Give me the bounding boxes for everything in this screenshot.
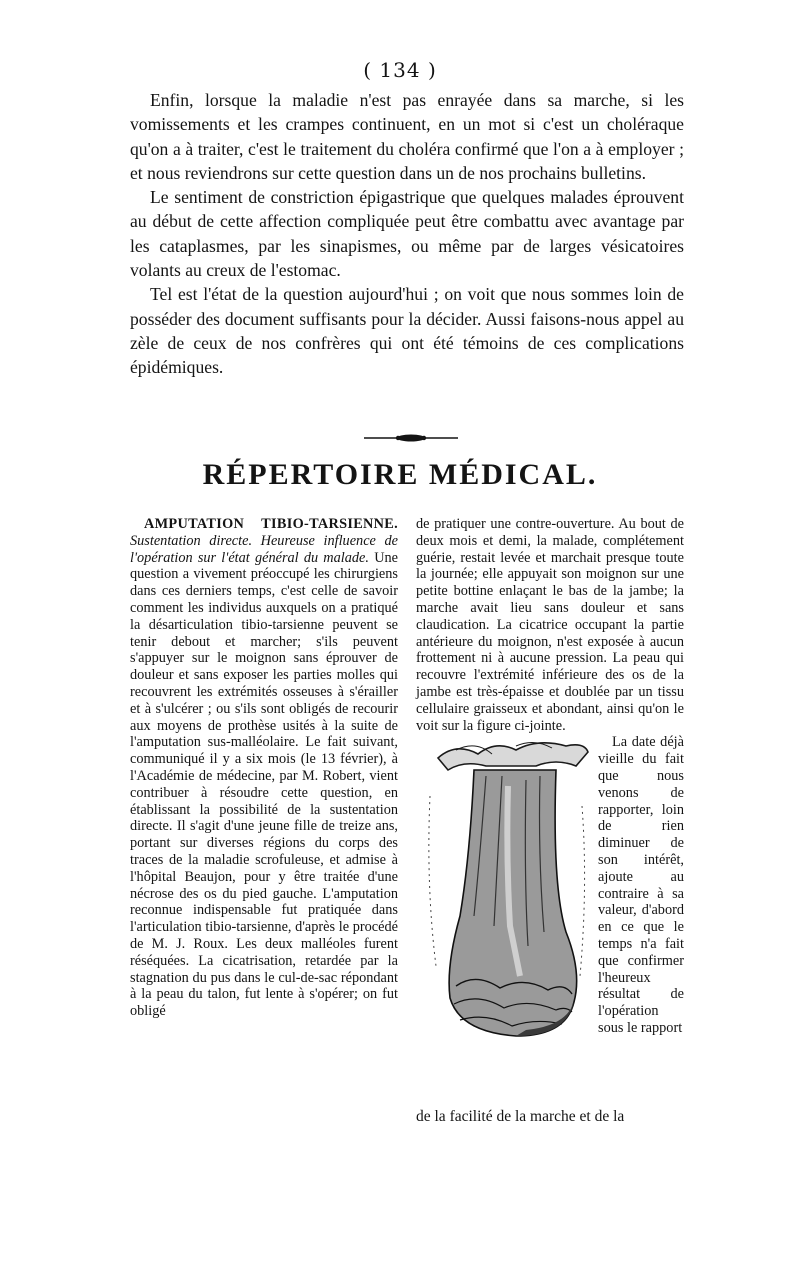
ornament-divider <box>364 433 458 443</box>
amputation-stump-figure <box>416 736 594 1044</box>
intro-paragraph: Le sentiment de constriction épigastrique que quelques malades éprouvent au début de cette affection compliquée peut être combattu avec avantage par les cataplasmes, par les sinapismes, ou même par de larges vésicatoires volants au creux de l'estomac. <box>130 187 684 281</box>
section-heading: RÉPERTOIRE MÉDICAL. <box>202 458 598 491</box>
article-body-right: La date déjà vieille du fait que nous venons de rapporter, loin de rien diminuer de son intérêt, ajoute au contraire à sa valeur, d'abord en ce que le temps n'a fait que confirmer l'heureux résultat de l'opération sous le rapport <box>598 734 684 1036</box>
intro-text <box>130 88 684 380</box>
article-right-column <box>416 516 684 1044</box>
article-subtitle: Sustentation directe. Heureuse influence de l'opération sur l'état général du malade. <box>130 532 398 566</box>
article-left-column <box>130 516 398 1020</box>
article-paragraph <box>130 516 398 1020</box>
article-last-line: de la facilité de la marche et de la <box>416 1108 625 1125</box>
page-number: ( 134 ) <box>363 58 437 82</box>
article-body-right: de pratiquer une contre-ouverture. Au bout de deux mois et demi, la malade, complétement guérie, restait levée et marchait presque toute la journée; elle appuyait son moignon sur une petite bottine enlaçant le bas de la jambe; la marche avait lieu sans douleur et sans claudication. La cicatrice occupant la partie antérieure du moignon, n'est exposée à aucun frottement ni à aucune pression. La peau qui recouvre l'extrémité inférieure des os de la jambe est très-épaisse et doublée par un tissu cellulaire graisseux et abondant, ainsi qu'on le voit sur la figure ci-jointe. <box>416 516 684 734</box>
amputation-stump-engraving-icon <box>416 736 594 1044</box>
intro-paragraph: Enfin, lorsque la maladie n'est pas enrayée dans sa marche, si les vomissements et les crampes continuent, en un mot si c'est un choléraque qu'on a à traiter, c'est le traitement du choléra confirmé que l'on a à employer ; et nous reviendrons sur cette question dans un de nos prochains bulletins. <box>130 90 684 183</box>
article-body-left: Une question a vivement préoccupé les chirurgiens dans ces derniers temps, c'est celle de savoir comment les individus auxquels on a pratiqué la désarticulation tibio-tarsienne peuvent se tenir debout et marcher; s'ils peuvent s'appuyer sur le moignon sans éprouver de douleur et sans exposer les parties molles qui recouvrent les extrémités osseuses à s'érailler et à s'ulcérer ; ou s'ils sont obligés de recourir aux moyens de prothèse usités à la suite de l'amputation sus-malléolaire. Le fait suivant, communiqué il y a six mois (le 13 février), à l'Académie de médecine, par M. Robert, vient contribuer à résoudre cette question, en établissant la possibilité de la sustentation directe. Il s'agit d'une jeune fille de treize ans, portant sur diverses régions du corps des traces de la maladie scrofuleuse, et admise à l'hôpital Beaujon, pour y être traitée d'une nécrose des os du pied gauche. L'amputation reconnue indispensable fut pratiquée dans l'articulation tibio-tarsienne, d'après le procédé de M. J. Roux. Les deux malléoles furent réséquées. La cicatrisation, retardée par la stagnation du pus dans le cul-de-sac répondant à la peau du talon, fut lente à s'opérer; on fut obligé <box>130 549 399 1020</box>
intro-paragraph: Tel est l'état de la question aujourd'hui ; on voit que nous sommes loin de posséder des document suffisants pour la décider. Aussi faisons-nous appel au zèle de ceux de nos confrères qui ont été témoins de ces complications épidémiques. <box>130 284 684 378</box>
article-title: AMPUTATION TIBIO-TARSIENNE. <box>144 516 398 532</box>
